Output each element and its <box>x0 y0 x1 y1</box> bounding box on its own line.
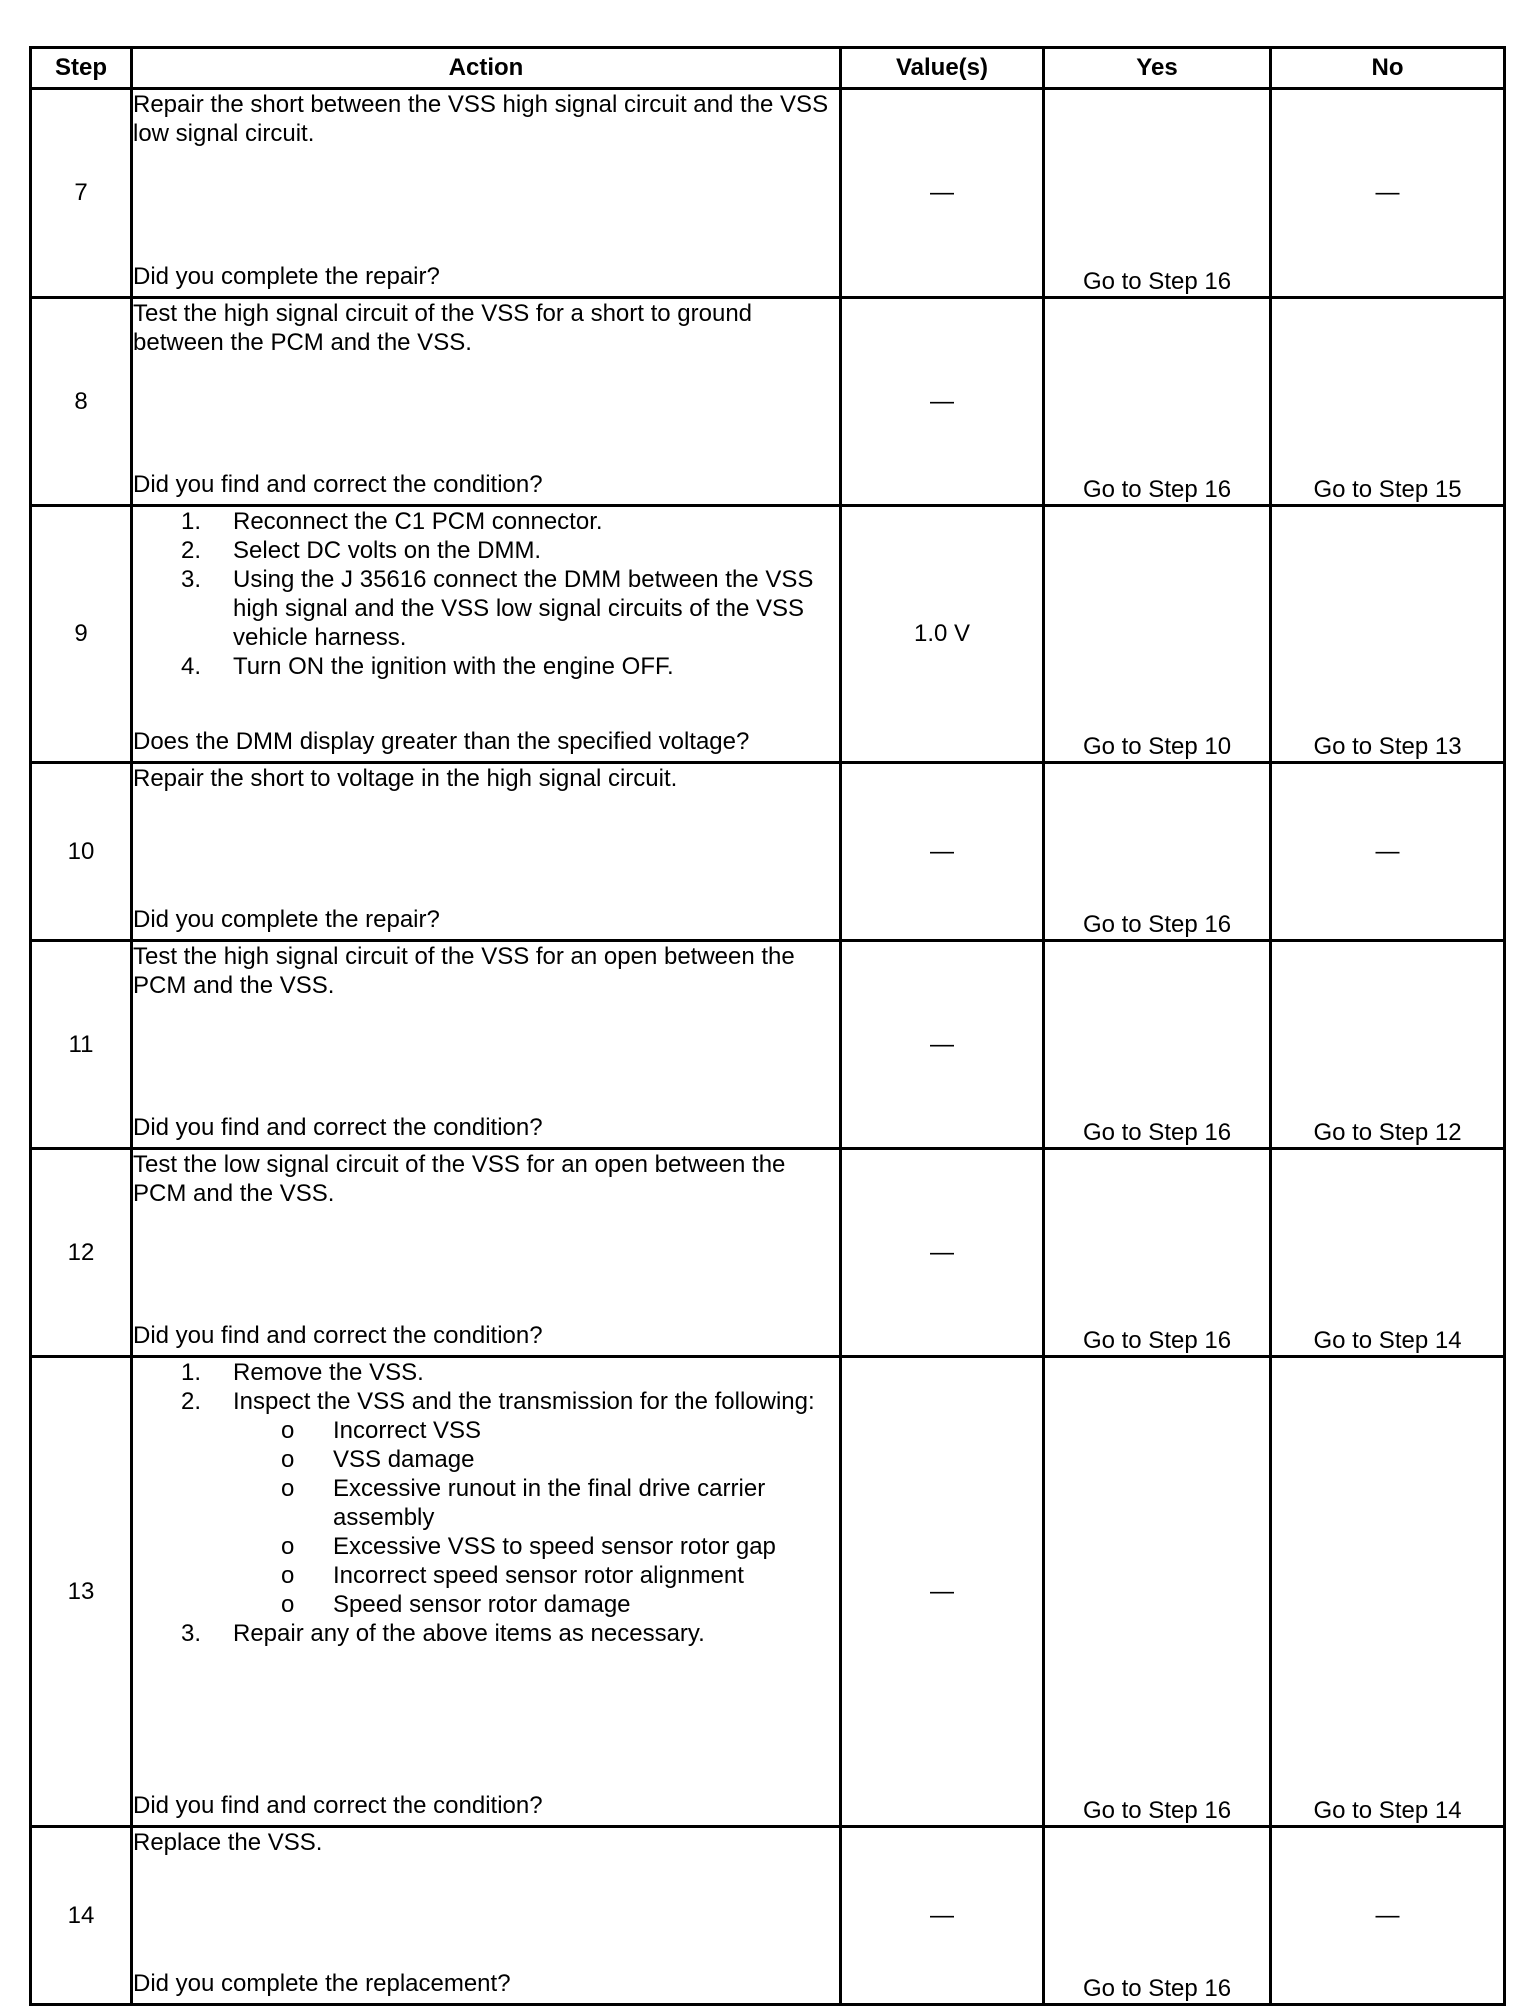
no-cell: Go to Step 14 <box>1271 1357 1505 1827</box>
action-question: Did you complete the repair? <box>133 263 440 290</box>
yes-cell: Go to Step 16 <box>1044 941 1271 1149</box>
step-number: 11 <box>31 941 132 1149</box>
step-number: 13 <box>31 1357 132 1827</box>
header-values: Value(s) <box>841 48 1044 89</box>
sub-list-item <box>231 1416 839 1445</box>
item-number: 2. <box>181 1388 202 1415</box>
list-item <box>133 1358 839 1387</box>
action-cell <box>132 1357 841 1827</box>
table-row <box>31 763 1505 941</box>
no-cell: Go to Step 12 <box>1271 941 1505 1149</box>
item-number: 3. <box>181 566 202 593</box>
table-row <box>31 1827 1505 2005</box>
action-question: Did you find and correct the condition? <box>133 1322 543 1349</box>
item-number: 2. <box>181 537 202 564</box>
item-number: 1. <box>181 1359 202 1386</box>
procedure-list <box>133 507 839 681</box>
yes-cell: Go to Step 16 <box>1044 1149 1271 1357</box>
step-number: 14 <box>31 1827 132 2005</box>
table-row <box>31 1357 1505 1827</box>
sub-list-item <box>231 1590 839 1619</box>
item-text: Inspect the VSS and the transmission for the following: <box>233 1388 815 1415</box>
item-number: 4. <box>181 653 202 680</box>
sub-item-text: Incorrect speed sensor rotor alignment <box>333 1562 744 1589</box>
value-cell: — <box>841 941 1044 1149</box>
action-cell <box>132 763 841 941</box>
action-question: Did you find and correct the condition? <box>133 1114 543 1141</box>
list-item <box>133 536 839 565</box>
bullet: o <box>281 1446 295 1473</box>
item-text: Using the J 35616 connect the DMM between the VSS high signal and the VSS low signal circuits of the VSS vehicle harness. <box>233 566 814 651</box>
no-cell: — <box>1271 1827 1505 2005</box>
procedure-list <box>133 1358 839 1648</box>
bullet: o <box>281 1417 295 1444</box>
action-text: Test the low signal circuit of the VSS for an open between the PCM and the VSS. <box>133 1151 786 1207</box>
no-cell: Go to Step 14 <box>1271 1149 1505 1357</box>
value-cell: — <box>841 763 1044 941</box>
sub-list-item <box>231 1561 839 1590</box>
item-text: Remove the VSS. <box>233 1359 424 1386</box>
list-item <box>133 652 839 681</box>
no-cell: Go to Step 13 <box>1271 506 1505 763</box>
yes-cell: Go to Step 16 <box>1044 1827 1271 2005</box>
step-number: 8 <box>31 298 132 506</box>
action-text: Test the high signal circuit of the VSS for a short to ground between the PCM and the VSS. <box>133 300 753 356</box>
action-question: Did you complete the replacement? <box>133 1970 511 1997</box>
bullet: o <box>281 1533 295 1560</box>
yes-cell: Go to Step 16 <box>1044 1357 1271 1827</box>
value-cell: — <box>841 1827 1044 2005</box>
yes-cell: Go to Step 16 <box>1044 763 1271 941</box>
step-number: 12 <box>31 1149 132 1357</box>
no-cell: — <box>1271 89 1505 298</box>
action-cell <box>132 1149 841 1357</box>
list-item <box>133 565 839 652</box>
item-text: Turn ON the ignition with the engine OFF. <box>233 653 674 680</box>
action-text: Repair the short to voltage in the high signal circuit. <box>133 765 678 792</box>
sub-item-text: Incorrect VSS <box>333 1417 482 1444</box>
action-text: Test the high signal circuit of the VSS for an open between the PCM and the VSS. <box>133 943 795 999</box>
item-number: 1. <box>181 508 202 535</box>
header-action: Action <box>132 48 841 89</box>
bullet: o <box>281 1475 295 1502</box>
header-step: Step <box>31 48 132 89</box>
sub-item-text: Excessive VSS to speed sensor rotor gap <box>333 1533 776 1560</box>
header-row <box>31 48 1505 89</box>
header-yes: Yes <box>1044 48 1271 89</box>
value-cell: — <box>841 89 1044 298</box>
item-number: 3. <box>181 1620 202 1647</box>
action-cell <box>132 89 841 298</box>
sub-item-text: VSS damage <box>333 1446 475 1473</box>
action-cell <box>132 941 841 1149</box>
no-cell: — <box>1271 763 1505 941</box>
action-question: Did you find and correct the condition? <box>133 471 543 498</box>
sub-list-item <box>231 1445 839 1474</box>
table-row <box>31 1149 1505 1357</box>
table-row <box>31 89 1505 298</box>
value-cell: — <box>841 1357 1044 1827</box>
diagnostic-table <box>29 46 1506 2006</box>
list-item <box>133 1619 839 1648</box>
action-question: Does the DMM display greater than the specified voltage? <box>133 728 750 755</box>
table-row <box>31 941 1505 1149</box>
bullet: o <box>281 1562 295 1589</box>
no-cell: Go to Step 15 <box>1271 298 1505 506</box>
list-item <box>133 507 839 536</box>
item-text: Select DC volts on the DMM. <box>233 537 542 564</box>
sub-list <box>233 1416 839 1619</box>
yes-cell: Go to Step 10 <box>1044 506 1271 763</box>
sub-item-text: Speed sensor rotor damage <box>333 1591 631 1618</box>
header-no: No <box>1271 48 1505 89</box>
step-number: 9 <box>31 506 132 763</box>
action-question: Did you find and correct the condition? <box>133 1792 543 1819</box>
value-cell: — <box>841 1149 1044 1357</box>
item-text: Repair any of the above items as necessary. <box>233 1620 705 1647</box>
sub-list-item <box>231 1474 839 1532</box>
action-question: Did you complete the repair? <box>133 906 440 933</box>
sub-list-item <box>231 1532 839 1561</box>
step-number: 10 <box>31 763 132 941</box>
yes-cell: Go to Step 16 <box>1044 298 1271 506</box>
value-cell: — <box>841 298 1044 506</box>
step-number: 7 <box>31 89 132 298</box>
sub-item-text: Excessive runout in the final drive carrier assembly <box>333 1475 766 1531</box>
value-cell: 1.0 V <box>841 506 1044 763</box>
action-text: Repair the short between the VSS high signal circuit and the VSS low signal circuit. <box>133 91 829 147</box>
table-row <box>31 298 1505 506</box>
action-cell <box>132 298 841 506</box>
table-row <box>31 506 1505 763</box>
item-text: Reconnect the C1 PCM connector. <box>233 508 603 535</box>
action-cell <box>132 1827 841 2005</box>
action-text: Replace the VSS. <box>133 1829 323 1856</box>
yes-cell: Go to Step 16 <box>1044 89 1271 298</box>
action-cell <box>132 506 841 763</box>
list-item <box>133 1387 839 1619</box>
bullet: o <box>281 1591 295 1618</box>
